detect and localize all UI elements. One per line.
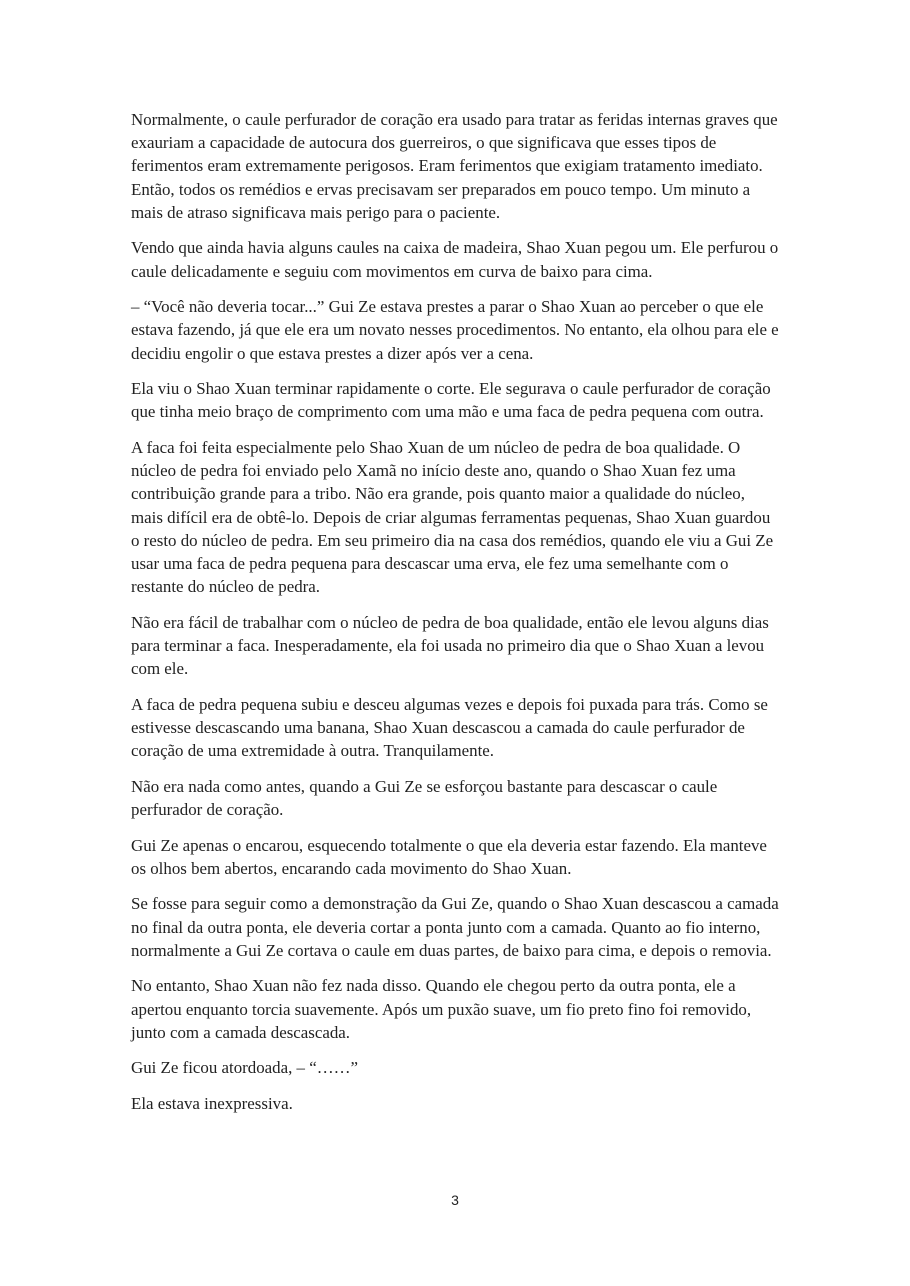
paragraph-1: Normalmente, o caule perfurador de coração era usado para tratar as feridas internas graves que exauriam a capacidade de autocura dos guerreiros, o que significava que esses tipos de ferimentos eram extremamente perigosos. Eram ferimentos que exigiam tratamento imediato. Então, todos os remédios e ervas precisavam ser preparados em pouco tempo. Um minuto a mais de atraso significava mais perigo para o paciente. — [131, 110, 778, 222]
paragraph-8: Não era nada como antes, quando a Gui Ze se esforçou bastante para descascar o caule perfurador de coração. — [131, 776, 718, 820]
paragraph-4: Ela viu o Shao Xuan terminar rapidamente o corte. Ele segurava o caule perfurador de coração que tinha meio braço de comprimento com uma mão e uma faca de pedra pequena com outra. — [131, 379, 771, 422]
page-number: 3 — [451, 1192, 459, 1208]
paragraph-9: Gui Ze apenas o encarou, esquecendo totalmente o que ela deveria estar fazendo. Ela manteve os olhos bem abertos, encarando cada movimento do Shao Xuan. — [131, 835, 767, 878]
paragraph-11: No entanto, Shao Xuan não fez nada disso. Quando ele chegou perto da outra ponta, ele a apertou enquanto torcia suavemente. Após um puxão suave, um fio preto fino foi removido, junto com a camada descascada. — [131, 976, 752, 1042]
paragraph-10: Se fosse para seguir como a demonstração da Gui Ze, quando o Shao Xuan descascou a camada no final da outra ponta, ele deveria cortar a ponta junto com a camada. Quanto ao fio interno, normalmente a Gui Ze cortava o caule em duas partes, de baixo para cima, e depois o removia. — [131, 894, 779, 960]
paragraph-3: – “Você não deveria tocar...” Gui Ze estava prestes a parar o Shao Xuan ao perceber o que ele estava fazendo, já que ele era um novato nesses procedimentos. No entanto, ela olhou para ele e decidiu engolir o que estava prestes a dizer após ver a cena. — [131, 297, 779, 363]
paragraph-2: Vendo que ainda havia alguns caules na caixa de madeira, Shao Xuan pegou um. Ele perfurou o caule delicadamente e seguiu com movimentos em curva de baixo para cima. — [131, 238, 779, 281]
paragraph-13: Ela estava inexpressiva. — [131, 1094, 293, 1113]
paragraph-7: A faca de pedra pequena subiu e desceu algumas vezes e depois foi puxada para trás. Como se estivesse descascando uma banana, Shao Xuan descascou a camada do caule perfurador de coração de uma extremidade à outra. Tranquilamente. — [131, 694, 768, 761]
paragraph-5: A faca foi feita especialmente pelo Shao Xuan de um núcleo de pedra de boa qualidade. O núcleo de pedra foi enviado pelo Xamã no início deste ano, quando o Shao Xuan fez uma contribuição grande para a tribo. Não era grande, pois quanto maior a qualidade do núcleo, mais difícil era de obtê-lo. Depois de criar algumas ferramentas pequenas, Shao Xuan guardou o resto do núcleo de pedra. Em seu primeiro dia na casa dos remédios, quando ele viu a Gui Ze usar uma faca de pedra pequena para descascar uma erva, ele fez uma semelhante com o restante do núcleo de pedra. — [131, 438, 774, 597]
paragraph-12: Gui Ze ficou atordoada, – “……” — [131, 1058, 359, 1078]
paragraph-6: Não era fácil de trabalhar com o núcleo de pedra de boa qualidade, então ele levou alguns dias para terminar a faca. Inesperadamente, ela foi usada no primeiro dia que o Shao Xuan a levou com ele. — [131, 612, 769, 679]
body-text — [131, 108, 781, 1128]
